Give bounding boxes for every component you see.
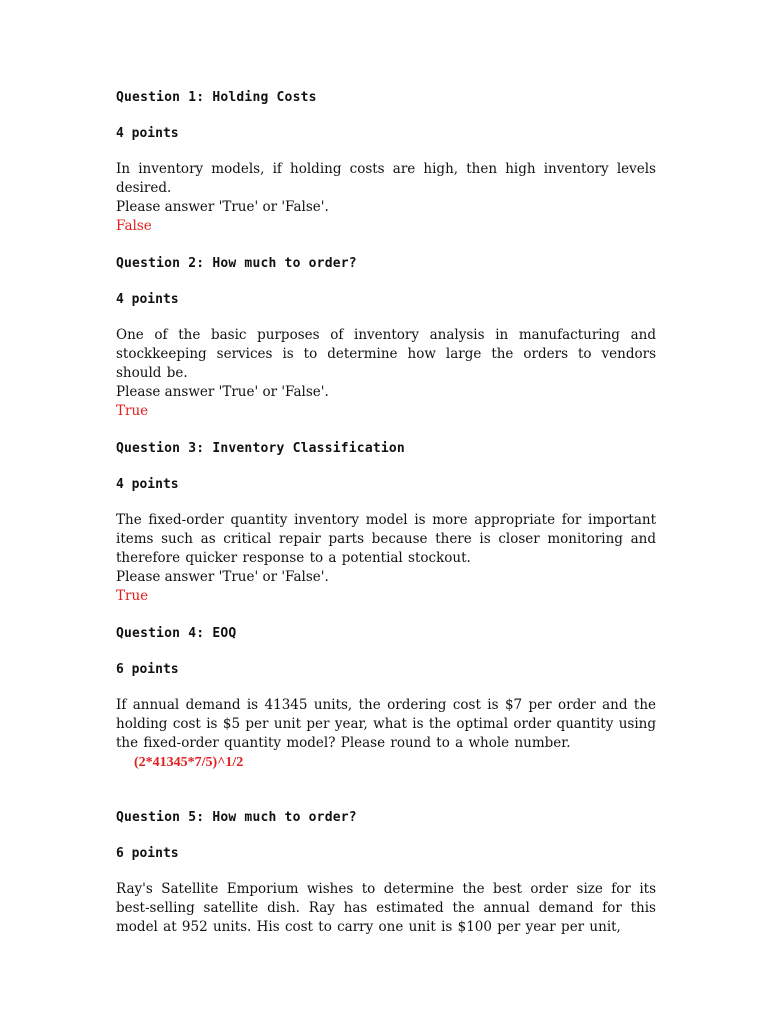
- question-body: If annual demand is 41345 units, the ordering cost is $7 per order and the holding cost is $5 per unit per year, what is the optimal order quantity using the fixed-order quantity model? Please round to a whole number.: [116, 697, 656, 751]
- question-body: In inventory models, if holding costs are high, then high inventory levels desired.: [116, 161, 656, 196]
- question-5: [116, 808, 656, 937]
- question-points: 4 points: [116, 477, 179, 492]
- question-1: [116, 88, 656, 236]
- question-title: Question 5: How much to order?: [116, 810, 357, 825]
- question-body: The fixed-order quantity inventory model is more appropriate for important items such as critical repair parts because there is closer monitoring and therefore quicker response to a potential stockout.: [116, 512, 656, 566]
- question-title: Question 1: Holding Costs: [116, 90, 317, 105]
- question-points: 6 points: [116, 846, 179, 861]
- question-points: 4 points: [116, 292, 179, 307]
- question-body: One of the basic purposes of inventory analysis in manufacturing and stockkeeping services is to determine how large the orders to vendors should be.: [116, 327, 656, 381]
- question-title: Question 4: EOQ: [116, 626, 237, 641]
- question-answer: True: [116, 588, 149, 604]
- question-prompt: Please answer 'True' or 'False'.: [116, 199, 329, 215]
- question-answer: False: [116, 218, 152, 234]
- question-points: 6 points: [116, 662, 179, 677]
- question-3: [116, 439, 656, 606]
- question-answer: True: [116, 403, 149, 419]
- question-body: Ray's Satellite Emporium wishes to determine the best order size for its best-selling satellite dish. Ray has estimated the annual demand for this model at 952 units. His cost to carry one unit is $100 per year per unit,: [116, 881, 656, 935]
- question-title: Question 2: How much to order?: [116, 256, 357, 271]
- question-2: [116, 254, 656, 421]
- question-prompt: Please answer 'True' or 'False'.: [116, 384, 329, 400]
- document-page: [116, 88, 656, 937]
- question-points: 4 points: [116, 126, 179, 141]
- question-4: [116, 624, 656, 772]
- question-answer-formula: (2*41345*7/5)^1/2: [134, 755, 244, 770]
- question-prompt: Please answer 'True' or 'False'.: [116, 569, 329, 585]
- question-title: Question 3: Inventory Classification: [116, 441, 405, 456]
